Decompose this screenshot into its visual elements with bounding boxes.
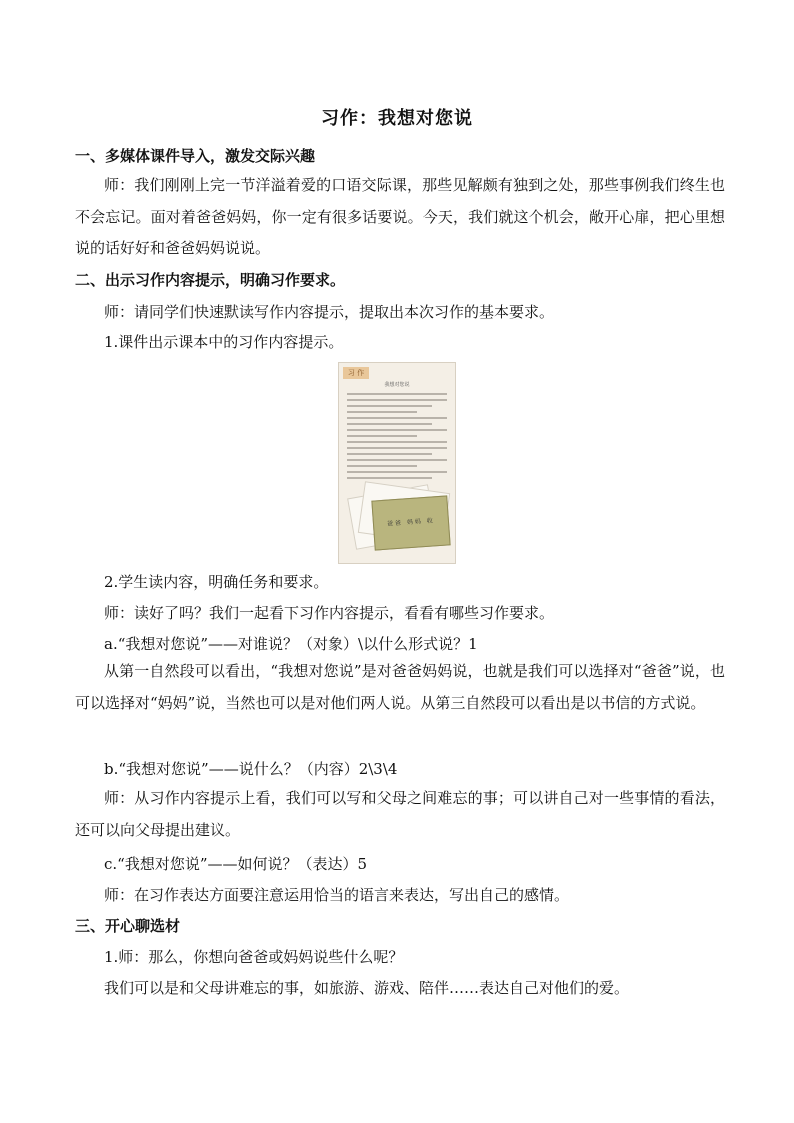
text-line-question-2: 1.师：那么，你想向爸爸或妈妈说些什么呢？ — [104, 948, 404, 966]
text-line-point-a: a.“我想对您说”——对谁说？（对象）\以什么形式说？1 — [104, 635, 478, 653]
text-line-step-2: 2.学生读内容，明确任务和要求。 — [104, 573, 329, 591]
section-heading-3: 三、开心聊选材 — [75, 917, 181, 935]
text-line-step-1: 1.课件出示课本中的习作内容提示。 — [104, 333, 344, 351]
paragraph-analysis: 从第一自然段可以看出，“我想对您说”是对爸爸妈妈说，也就是我们可以选择对“爸爸”说，也可以选择对“妈妈”说，当然也可以是对他们两人说。从第三自然段可以看出是以书信的方式说。 — [75, 662, 725, 712]
figure-subtitle: 我想对您说 — [384, 382, 410, 388]
figure-text-lines — [347, 393, 447, 483]
section-heading-1: 一、多媒体课件导入，激发交际兴趣 — [75, 147, 316, 165]
text-line-example: 我们可以是和父母讲难忘的事，如旅游、游戏、陪伴……表达自己对他们的爱。 — [104, 979, 630, 997]
paragraph-content-hint: 师：从习作内容提示上看，我们可以写和父母之间难忘的事；可以讲自己对一些事情的看法，还可以向父母提出建议。 — [75, 789, 725, 839]
figure-tag: 习 作 — [343, 367, 369, 379]
text-line-point-c: c.“我想对您说”——如何说？（表达）5 — [104, 855, 368, 873]
text-line-expression: 师：在习作表达方面要注意运用恰当的语言来表达，写出自己的感情。 — [104, 886, 570, 904]
text-line-instruction: 师：请同学们快速默读写作内容提示，提取出本次习作的基本要求。 — [104, 303, 555, 321]
section-heading-2: 二、出示习作内容提示，明确习作要求。 — [75, 271, 346, 289]
textbook-figure — [338, 362, 456, 564]
text-line-question: 师：读好了吗？我们一起看下习作内容提示，看看有哪些习作要求。 — [104, 604, 555, 622]
envelope-text: 爸爸 妈妈 收 — [386, 517, 436, 528]
paragraph-intro: 师：我们刚刚上完一节洋溢着爱的口语交际课，那些见解颇有独到之处，那些事例我们终生也不会忘记。面对着爸爸妈妈，你一定有很多话要说。今天，我们就这个机会，敞开心扉，把心里想说的话好好和爸爸妈妈说说。 — [75, 176, 725, 257]
page-title: 习作：我想对您说 — [321, 108, 473, 129]
envelope-image — [371, 495, 450, 550]
text-line-point-b: b.“我想对您说”——说什么？（内容）2\3\4 — [104, 760, 398, 778]
